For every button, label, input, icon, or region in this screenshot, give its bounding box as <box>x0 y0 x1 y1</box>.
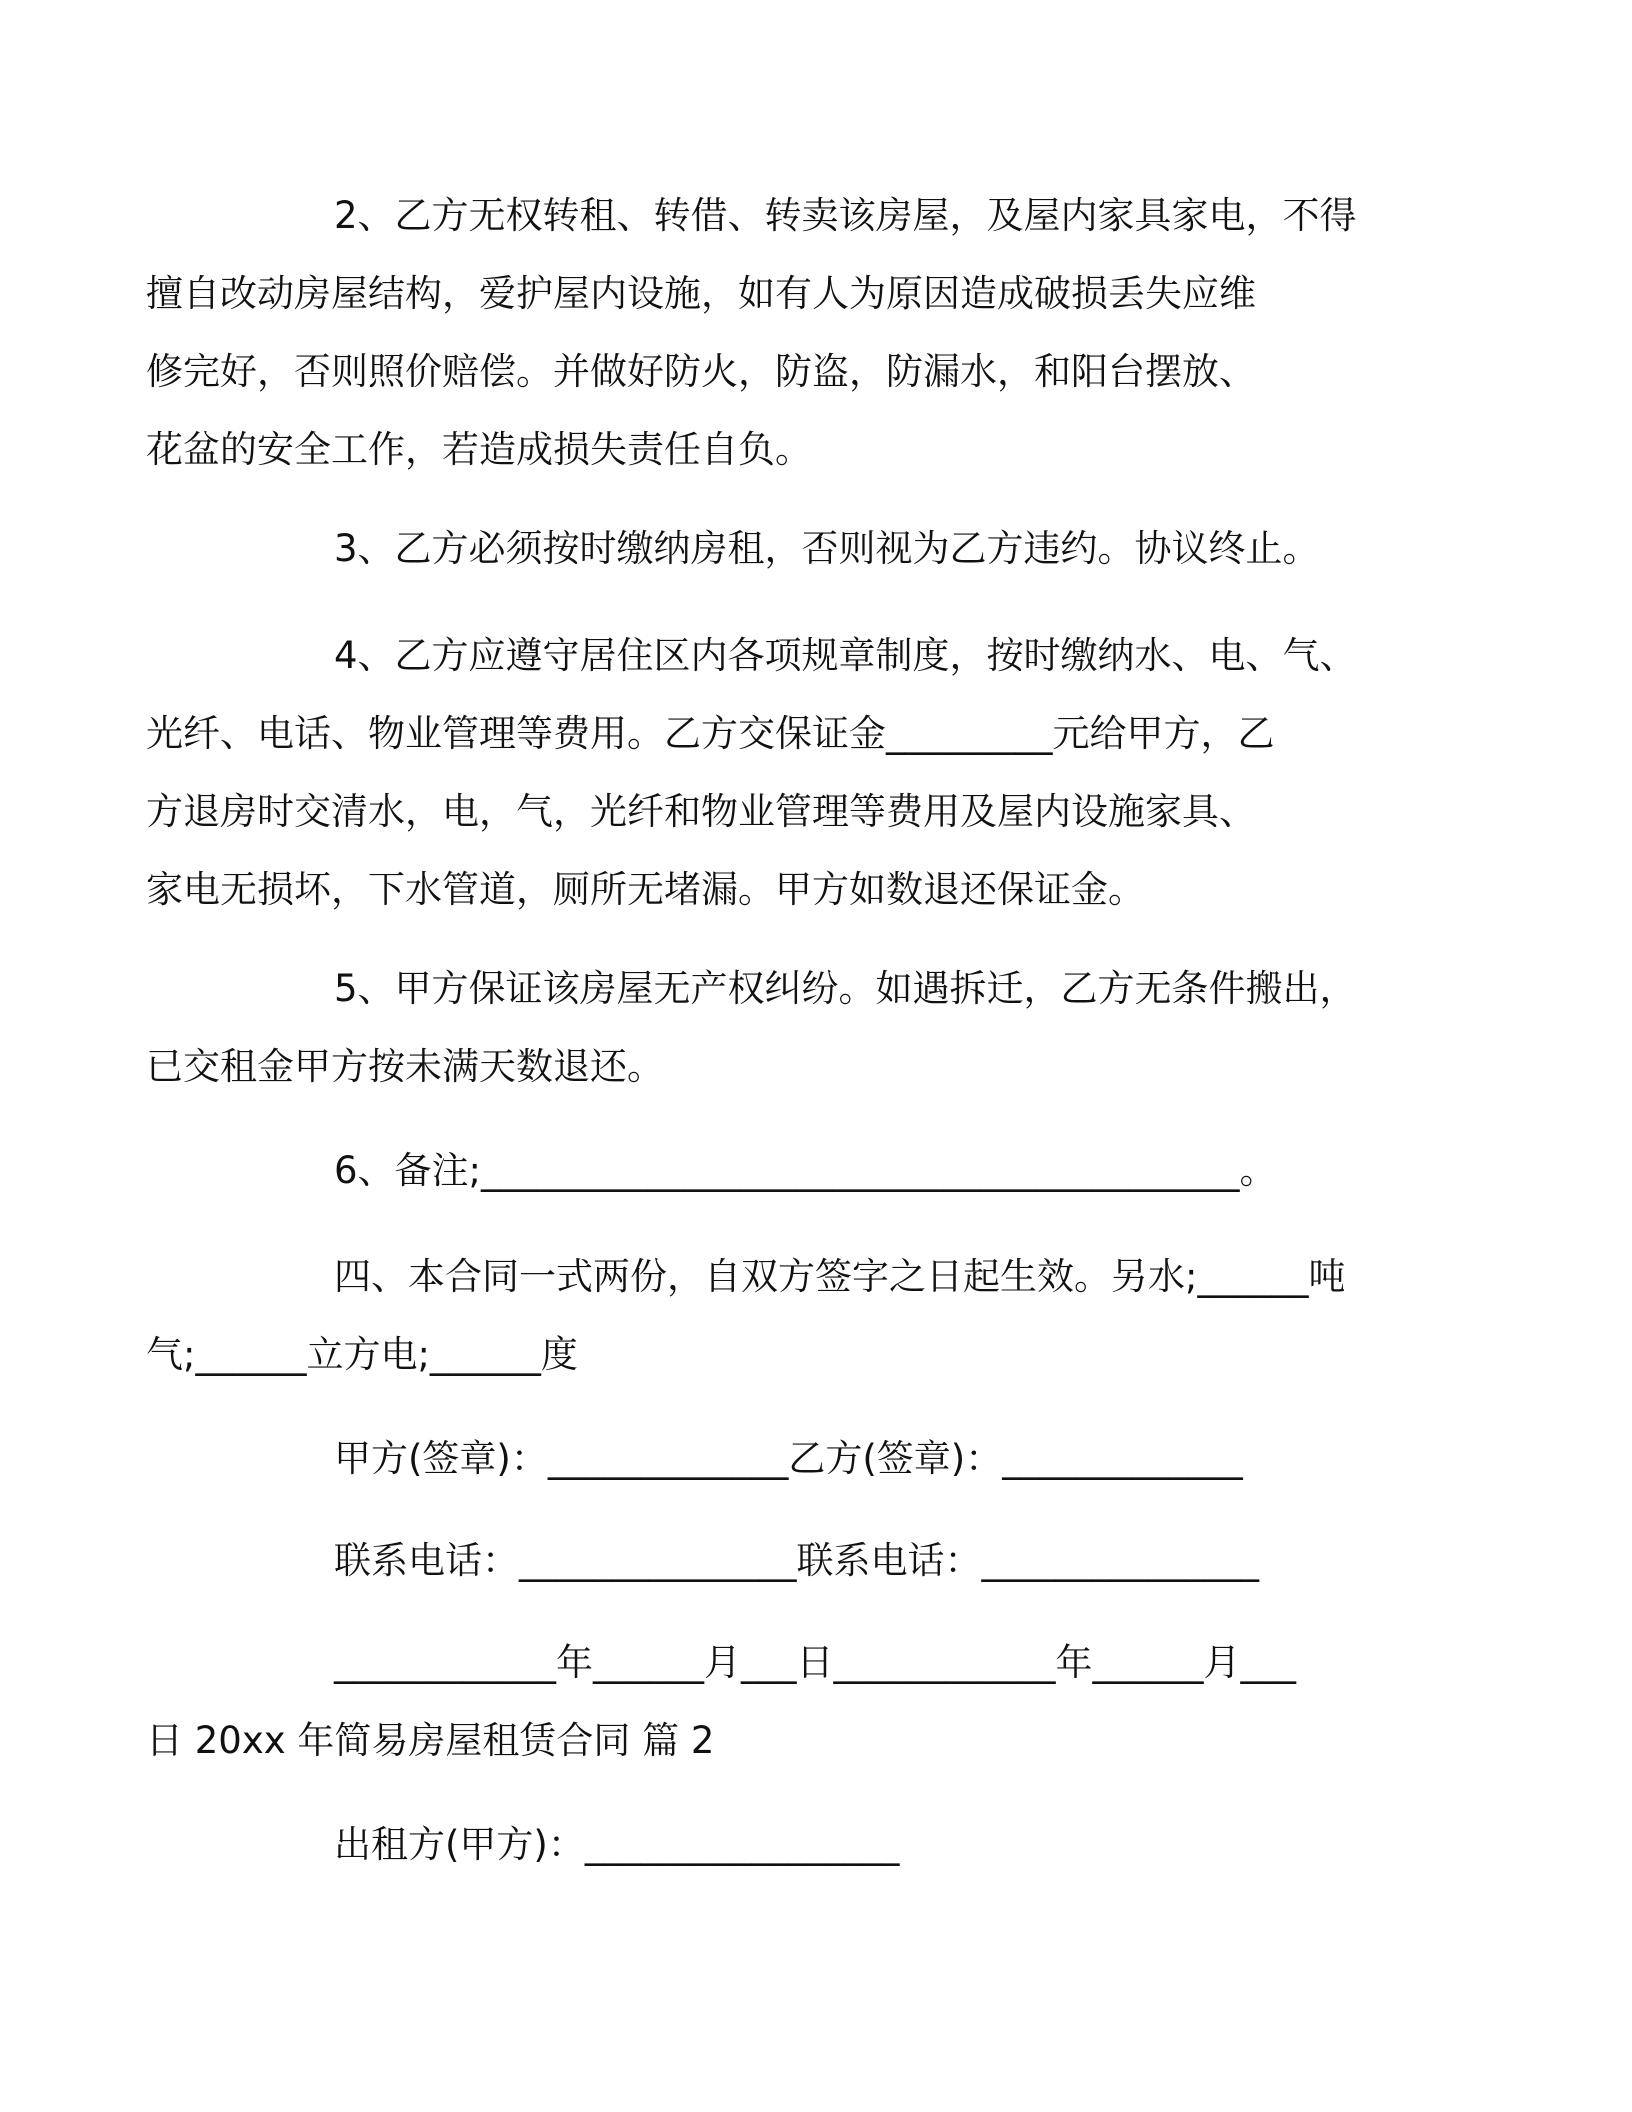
text-line: 气;______立方电;______度 <box>146 1333 578 1376</box>
section-heading: 日 20xx 年简易房屋租赁合同 篇 2 <box>146 1719 715 1762</box>
text-line: 家电无损坏，下水管道，厕所无堵漏。甲方如数退还保证金。 <box>146 868 1145 911</box>
text-line: 花盆的安全工作，若造成损失责任自负。 <box>146 428 812 471</box>
text-line: 甲方(签章)：_____________乙方(签章)：_____________ <box>334 1437 1243 1480</box>
text-line: 方退房时交清水，电，气，光纤和物业管理等费用及屋内设施家具、 <box>146 790 1256 833</box>
clause-2-paragraph <box>146 177 1380 489</box>
text-line: 5、甲方保证该房屋无产权纠纷。如遇拆迁，乙方无条件搬出， <box>334 967 1357 1010</box>
text-line: 已交租金甲方按未满天数退还。 <box>146 1045 664 1088</box>
text-line: 四、本合同一式两份，自双方签字之日起生效。另水;______吨 <box>334 1255 1346 1298</box>
phone-line <box>240 1522 1380 1600</box>
text-line: 修完好，否则照价赔偿。并做好防火，防盗，防漏水，和阳台摆放、 <box>146 350 1256 393</box>
clause-6-remarks <box>240 1132 1380 1210</box>
text-line: 擅自改动房屋结构，爱护屋内设施，如有人为原因造成破损丢失应维 <box>146 272 1256 315</box>
text-line: 2、乙方无权转租、转借、转卖该房屋，及屋内家具家电，不得 <box>334 194 1357 237</box>
text-line: 联系电话：_______________联系电话：_______________ <box>334 1539 1259 1582</box>
signature-line <box>240 1420 1380 1498</box>
text-line: 光纤、电话、物业管理等费用。乙方交保证金_________元给甲方，乙 <box>146 712 1275 755</box>
date-line <box>146 1624 1380 1780</box>
text-line: ____________年______月___日____________年______月___ <box>334 1641 1296 1684</box>
lessor-line <box>240 1806 1380 1884</box>
clause-3-paragraph <box>240 510 1380 588</box>
text-line: 6、备注;_________________________________________。 <box>334 1149 1277 1192</box>
clause-4-paragraph <box>146 617 1380 929</box>
text-line: 4、乙方应遵守居住区内各项规章制度，按时缴纳水、电、气、 <box>334 634 1357 677</box>
text-line: 3、乙方必须按时缴纳房租，否则视为乙方违约。协议终止。 <box>334 527 1320 570</box>
text-line: 出租方(甲方)：_________________ <box>334 1823 900 1866</box>
section-4-paragraph <box>146 1238 1380 1394</box>
clause-5-paragraph <box>146 950 1380 1106</box>
